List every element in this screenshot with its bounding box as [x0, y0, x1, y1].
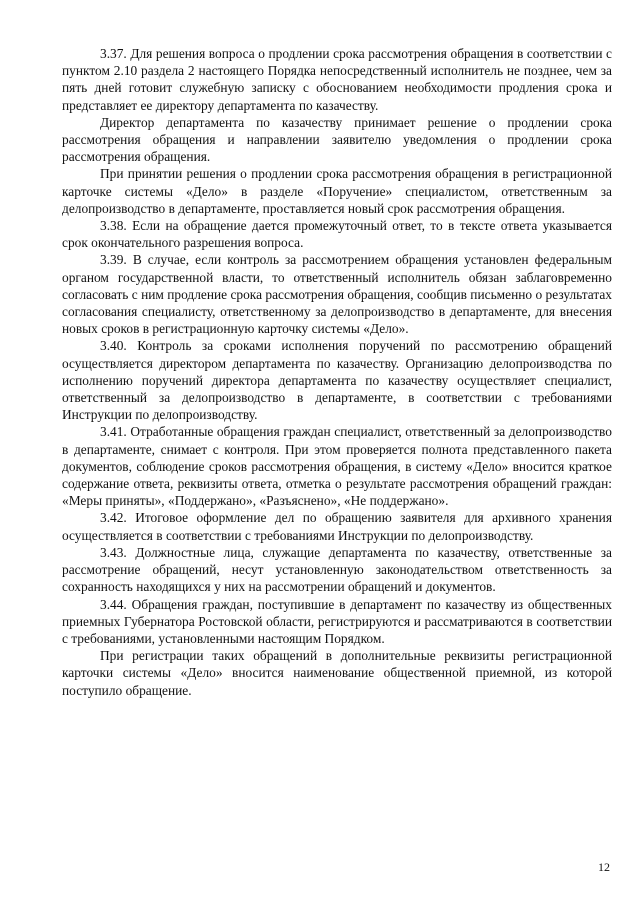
- document-body: [62, 45, 612, 699]
- paragraph-3-43: 3.43. Должностные лица, служащие департамента по казачеству, ответственные за рассмотрение обращений, несут установленную законодательством ответственность за сохранность находящихся у них на рассмотрении обращений и документов.: [62, 544, 612, 595]
- paragraph-3-39: 3.39. В случае, если контроль за рассмотрением обращения установлен федеральным органом государственной власти, то ответственный исполнитель обязан заблаговременно согласовать с ним продление срока рассмотрения обращения, сообщив письменно о результатах согласования специалисту, ответственному за делопроизводство в департаменте, для внесения новых сроков в регистрационную карточку системы «Дело».: [62, 252, 612, 337]
- paragraph-3-42: 3.42. Итоговое оформление дел по обращению заявителя для архивного хранения осуществляется в соответствии с требованиями Инструкции по делопроизводству.: [62, 510, 612, 543]
- paragraph-3-44: 3.44. Обращения граждан, поступившие в департамент по казачеству из общественных приемных Губернатора Ростовской области, регистрируются и рассматриваются в соответствии с требованиями, установленными настоящим Порядком.: [62, 596, 612, 646]
- paragraph-3-38: 3.38. Если на обращение дается промежуточный ответ, то в тексте ответа указывается срок окончательного разрешения вопроса.: [62, 218, 612, 251]
- paragraph-public-reception: При регистрации таких обращений в дополнительные реквизиты регистрационной карточки системы «Дело» вносится наименование общественной приемной, из которой поступило обращение.: [62, 648, 612, 698]
- paragraph-3-41: 3.41. Отработанные обращения граждан специалист, ответственный за делопроизводство в департаменте, снимает с контроля. При этом проверяется полнота представленного пакета документов, соблюдение сроков рассмотрения обращения, в систему «Дело» вносится краткое содержание ответа, реквизиты ответа, отметка о результате рассмотрения обращений граждан: «Меры приняты», «Поддержано», «Разъяснено», «Не поддержано».: [62, 424, 612, 509]
- paragraph-3-37: 3.37. Для решения вопроса о продлении срока рассмотрения обращения в соответствии с пунктом 2.10 раздела 2 настоящего Порядка непосредственный исполнитель не позднее, чем за пять дней готовит служебную записку с обоснованием необходимости продления срока и представляет ее директору департамента по казачеству.: [62, 46, 612, 113]
- paragraph-3-40: 3.40. Контроль за сроками исполнения поручений по рассмотрению обращений осуществляется директором департамента по казачеству. Организацию делопроизводства по исполнению поручений директора департамента по казачеству осуществляет специалист, ответственный за делопроизводство в департаменте, в соответствии с требованиями Инструкции по делопроизводству.: [62, 338, 612, 423]
- paragraph-registration-card: При принятии решения о продлении срока рассмотрения обращения в регистрационной карточке системы «Дело» в разделе «Поручение» специалистом, ответственным за делопроизводство в департаменте, проставляется новый срок рассмотрения обращения.: [62, 166, 612, 216]
- page-number: 12: [598, 860, 610, 874]
- paragraph-director-decision: Директор департамента по казачеству принимает решение о продлении срока рассмотрения обращения и направлении заявителю уведомления о продлении срока рассмотрения обращения.: [62, 114, 612, 165]
